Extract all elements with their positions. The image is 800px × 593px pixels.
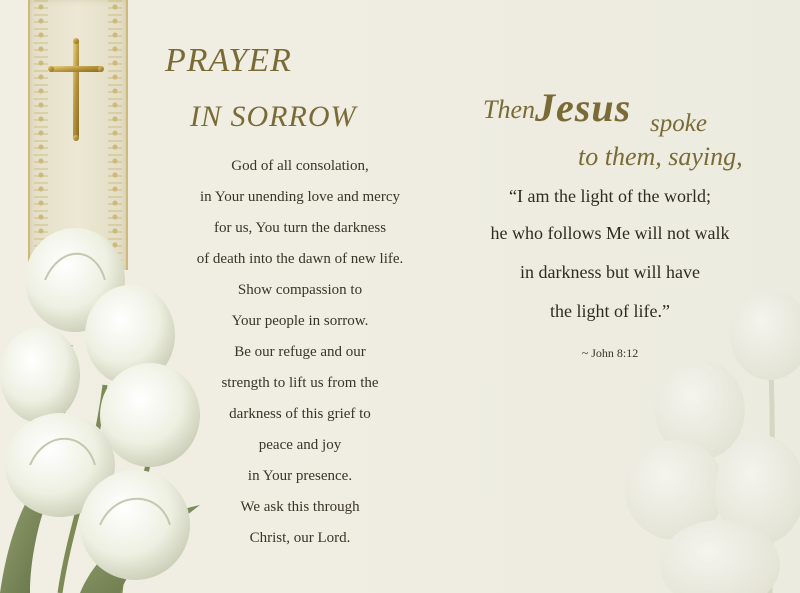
- quote-heading-then: Then: [483, 95, 535, 124]
- prayer-line: Show compassion to: [237, 282, 363, 298]
- prayer-title-line1: PRAYER: [165, 42, 292, 79]
- quote-line: the light of life.”: [550, 301, 670, 321]
- quote-heading-spoke: spoke: [650, 110, 707, 137]
- prayer-title-line2: IN SORROW: [190, 100, 357, 133]
- prayer-line: darkness of this grief to: [229, 406, 371, 422]
- quote-heading-line2: to them, saying,: [578, 142, 743, 171]
- prayer-line: God of all consolation,: [231, 158, 369, 174]
- tulips-illustration-right: [620, 290, 800, 593]
- prayer-line: Your people in sorrow.: [231, 313, 369, 329]
- prayer-line: for us, You turn the darkness: [213, 220, 387, 236]
- cross-icon: [48, 38, 104, 142]
- scripture-reference: ~ John 8:12: [581, 346, 639, 360]
- prayer-line: Christ, our Lord.: [249, 530, 351, 546]
- prayer-line: of death into the dawn of new life.: [196, 251, 404, 267]
- prayer-line: strength to lift us from the: [221, 375, 379, 391]
- quote-line: he who follows Me will not walk: [490, 223, 730, 243]
- prayer-line: in Your presence.: [247, 468, 353, 484]
- prayer-line: We ask this through: [240, 499, 360, 515]
- quote-line: in darkness but will have: [520, 262, 700, 282]
- prayer-line: peace and joy: [258, 437, 342, 453]
- quote-line: “I am the light of the world;: [509, 186, 711, 206]
- prayer-line: Be our refuge and our: [234, 344, 366, 360]
- prayer-line: in Your unending love and mercy: [200, 189, 400, 205]
- quote-heading-jesus: Jesus: [535, 85, 632, 130]
